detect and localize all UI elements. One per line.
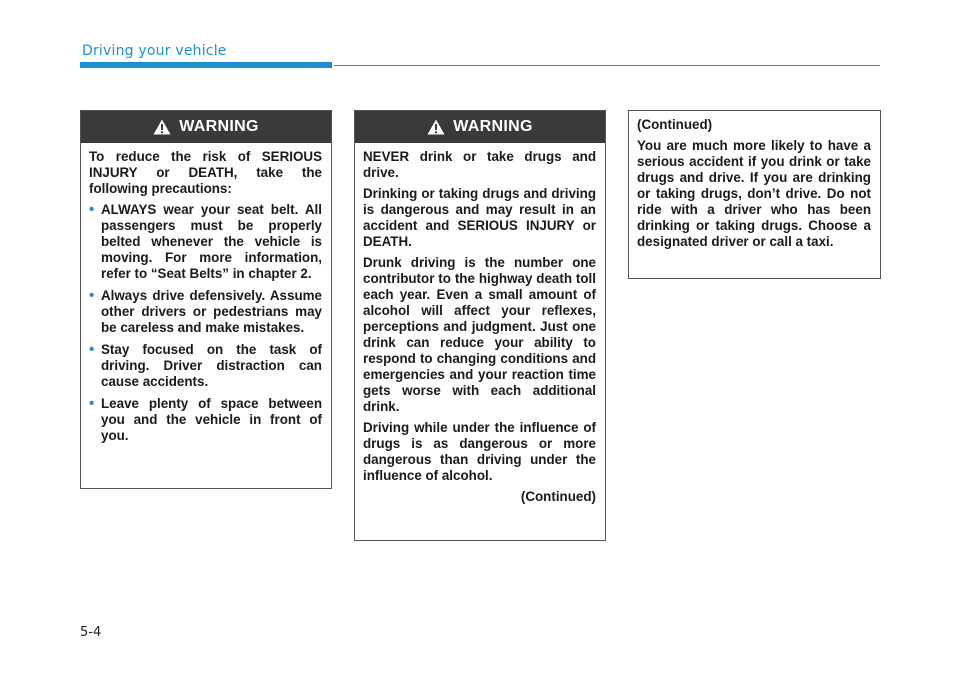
warning-label: WARNING bbox=[179, 118, 259, 135]
bullet-icon: • bbox=[89, 201, 95, 218]
bullet-icon: • bbox=[89, 287, 95, 304]
warning-intro: To reduce the risk of SERIOUS INJURY or DEATH, take the following precautions: bbox=[89, 149, 322, 196]
continued-label: (Continued) bbox=[520, 489, 596, 504]
warning-box-drunk-driving bbox=[354, 110, 606, 541]
bullet-icon: • bbox=[89, 341, 95, 358]
warning-paragraph: Driving while under the influence of drugs is as dangerous or more dangerous than driving under the influence of alcohol. bbox=[363, 420, 596, 483]
continued-box bbox=[628, 110, 881, 279]
continued-heading: (Continued) bbox=[637, 117, 713, 132]
warning-triangle-icon bbox=[427, 119, 445, 135]
warning-triangle-icon bbox=[153, 119, 171, 135]
list-item: • Leave plenty of space between you and the vehicle in front of you. bbox=[89, 395, 322, 443]
list-item: • Stay focused on the task of driving. Driver distraction can cause accidents. bbox=[89, 341, 322, 389]
warning-header bbox=[355, 111, 605, 143]
warning-header bbox=[81, 111, 331, 143]
warning-label: WARNING bbox=[453, 118, 533, 135]
list-item: • Always drive defensively. Assume other drivers or pedestrians may be careless and make mistakes. bbox=[89, 287, 322, 335]
header-accent-bar bbox=[80, 62, 332, 68]
header-rule bbox=[334, 65, 880, 66]
precaution-list bbox=[89, 202, 322, 444]
warning-paragraph: Drunk driving is the number one contributor to the highway death toll each year. Even a small amount of alcohol will affect your reflexes, perceptions and judgment. Just one drink can reduce your ability to respond to changing conditions and emergencies and your reaction time gets worse with each additional drink. bbox=[363, 255, 596, 414]
warning-box-precautions bbox=[80, 110, 332, 489]
continued-text: You are much more likely to have a serious accident if you drink or take drugs and drive. If you are drinking or taking drugs, don’t drive. Do not ride with a driver who has been drinking or taking drugs. Choose a designated driver or call a taxi. bbox=[637, 138, 871, 249]
warning-paragraph: NEVER drink or take drugs and drive. bbox=[363, 149, 596, 180]
bullet-icon: • bbox=[89, 395, 95, 412]
page-number: 5-4 bbox=[80, 625, 102, 640]
list-item: • ALWAYS wear your seat belt. All passengers must be properly belted whenever the vehicle is moving. For more information, refer to “Seat Belts” in chapter 2. bbox=[89, 201, 322, 281]
section-title: Driving your vehicle bbox=[82, 43, 227, 59]
warning-paragraph: Drinking or taking drugs and driving is dangerous and may result in an accident and SERIOUS INJURY or DEATH. bbox=[363, 186, 596, 249]
